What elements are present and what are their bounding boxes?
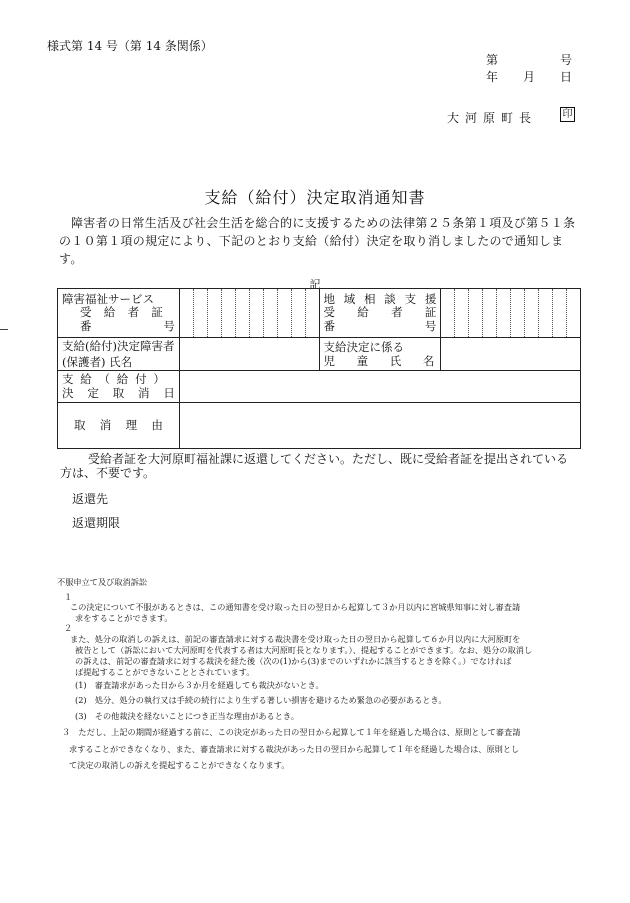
- label-line: 支給決定に係る: [323, 340, 404, 355]
- appeal-paragraph-2: 被告として（訴訟において大河原町を代表する者は大河原町長となります。）、提起することができます。なお、処分の取消し: [75, 645, 533, 655]
- document-number-line: [486, 51, 572, 68]
- applicant-name-label: [58, 338, 180, 371]
- label-line: 番 号: [80, 318, 175, 333]
- label-line: 地 域 相 談 支 援: [323, 291, 437, 306]
- day-label: 日: [559, 70, 572, 84]
- label-line: 受 給 者 証: [80, 305, 163, 320]
- year-label: 年: [486, 70, 499, 84]
- cancel-date-field[interactable]: [179, 371, 580, 403]
- label-line: 児 童 氏 名: [323, 354, 435, 369]
- label-line: 受 給 者 証: [323, 305, 437, 320]
- appeal-number-2: ２: [64, 623, 73, 633]
- return-notice-line1: 受給者証を大河原町福祉課に返還してください。ただし、既に受給者証を提出されている: [88, 452, 569, 466]
- number-suffix: 号: [559, 53, 572, 67]
- document-title: 支給（給付）決定取消通知書: [204, 188, 426, 207]
- cancel-date-label: [58, 371, 180, 403]
- form-number: 様式第 14 号（第 14 条関係）: [47, 39, 213, 53]
- cancel-reason-label: [58, 403, 180, 449]
- label-line: 決 定 取 消 日: [62, 385, 175, 400]
- appeal-paragraph-2: ば提起することができないこととされています。: [75, 667, 255, 677]
- service-certificate-number-field[interactable]: [179, 289, 319, 338]
- child-name-label: [319, 338, 441, 371]
- seal-box: 印: [560, 107, 575, 122]
- appeal-paragraph-1: 求をすることができます。: [75, 613, 173, 623]
- details-table: [57, 288, 581, 449]
- service-certificate-label: [58, 289, 180, 338]
- cancel-reason-field[interactable]: [179, 403, 580, 449]
- appeal-paragraph-1: この決定について不服があるときは、この通知書を受け取った日の翌日から起算して３か月以内に宮城県知事に対し審査請: [70, 602, 521, 612]
- return-deadline-label: 返還期限: [72, 516, 121, 530]
- label-line: 番 号: [323, 318, 437, 333]
- appeal-paragraph-2: の訴えは、前記の審査請求に対する裁決を経た後（次の(1)から(3)までのいずれかに該当するときを除く。）でなければ: [75, 656, 512, 666]
- consult-certificate-label: [319, 289, 441, 338]
- appeal-item-3: (3) その他裁決を経ないことにつき正当な理由があるとき。: [75, 711, 299, 721]
- label-line: 支 給 （ 給 付 ）: [62, 372, 165, 386]
- margin-mark: [0, 329, 8, 330]
- date-line: [486, 68, 572, 85]
- ki-label: 記: [309, 278, 321, 291]
- appeal-number-1: １: [64, 592, 73, 602]
- appeal-heading: 不服申立て及び取消訴訟: [57, 577, 148, 587]
- applicant-name-field[interactable]: [179, 338, 319, 371]
- appeal-paragraph-3: ３ ただし、上記の期間が経過する前に、この決定があった日の翌日から起算して１年を経過した場合は、原則として審査請: [62, 727, 521, 737]
- label-line: 障害福祉サービス: [62, 291, 154, 306]
- consult-certificate-number-field[interactable]: [441, 289, 581, 338]
- issuer-name: 大河原町長: [447, 111, 538, 125]
- appeal-item-1: (1) 審査請求があった日から３か月を経過しても裁決がないとき。: [75, 680, 324, 690]
- appeal-item-2: (2) 処分、処分の執行又は手続の続行により生ずる著しい損害を避けるため緊急の必要があるとき。: [75, 695, 447, 705]
- number-prefix: 第: [486, 53, 499, 67]
- appeal-paragraph-2: また、処分の取消しの訴えは、前記の審査請求に対する裁決書を受け取った日の翌日から起算して６か月以内に大河原町を: [70, 634, 521, 644]
- return-to-label: 返還先: [72, 492, 109, 506]
- appeal-paragraph-3: て決定の取消しの訴えを提起することができなくなります。: [69, 760, 290, 770]
- child-name-field[interactable]: [441, 338, 581, 371]
- return-notice-line2: 方は、不要です。: [60, 466, 156, 480]
- label-line: 支給(給付)決定障害者: [62, 339, 175, 353]
- appeal-paragraph-3: 求することができなくなり、また、審査請求に対する裁決があった日の翌日から起算して１年を経過した場合は、原則とし: [69, 744, 520, 754]
- body-text: 障害者の日常生活及び社会生活を総合的に支援するための法律第２５条第１項及び第５１条の１０第１項の規定により、下記のとおり支給（給付）決定を取り消しましたので通知します。: [59, 216, 576, 266]
- label-line: 取 消 理 由: [74, 417, 163, 432]
- label-line: (保護者) 氏名: [62, 355, 133, 369]
- month-label: 月: [522, 70, 535, 84]
